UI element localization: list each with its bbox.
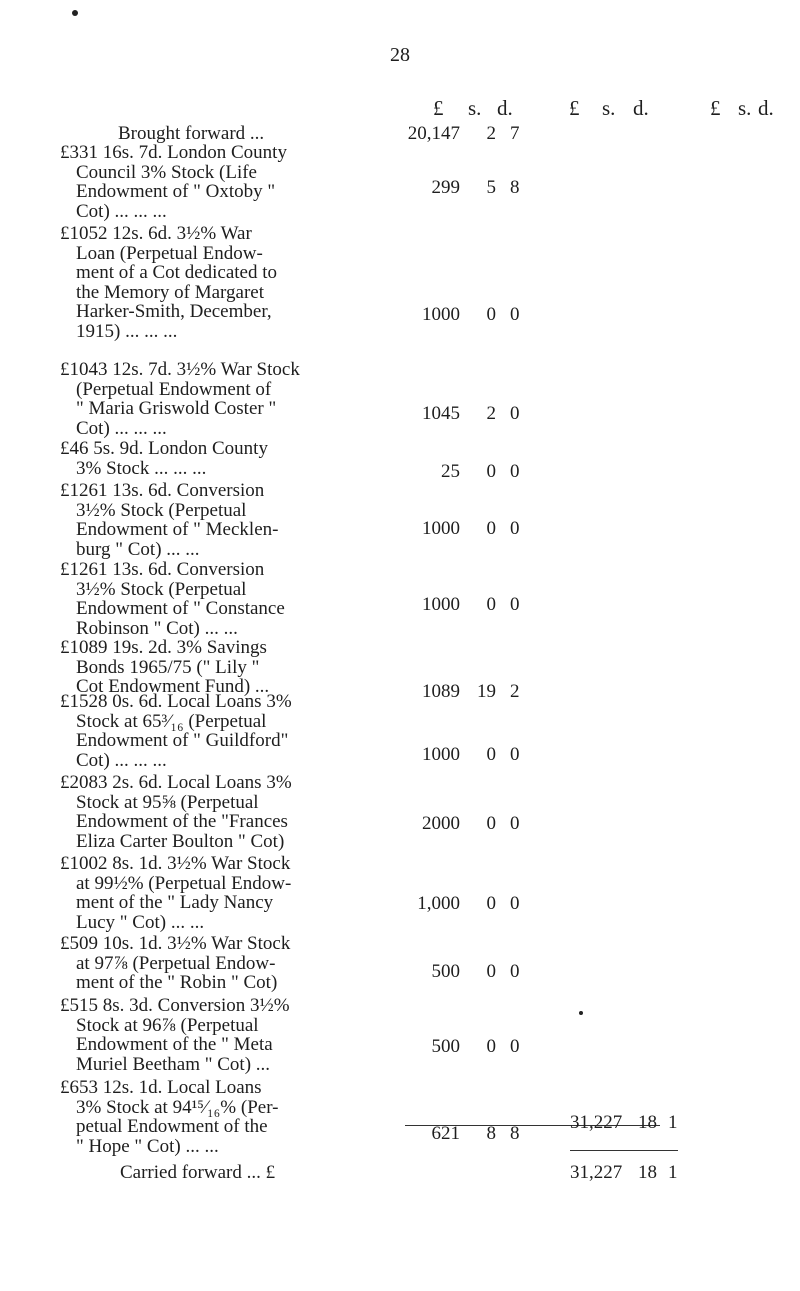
investment-entry	[60, 934, 380, 993]
investment-shillings: 2	[486, 403, 496, 424]
investment-description-line: Endowment of " Guildford"	[76, 730, 289, 751]
investment-description-line: £331 16s. 7d. London County	[60, 142, 287, 163]
investment-shillings: 0	[486, 813, 496, 834]
investment-pence: 0	[510, 518, 520, 539]
investment-pounds: 1,000	[417, 893, 460, 914]
investment-pounds: 1000	[422, 304, 460, 325]
investment-description-line: 3½% Stock (Perpetual	[76, 578, 247, 600]
investment-shillings: 0	[486, 518, 496, 539]
investment-description-line: £515 8s. 3d. Conversion 3½%	[60, 995, 290, 1016]
investment-entry	[60, 360, 380, 438]
investment-pence: 0	[510, 961, 520, 982]
col1-shillings-header: s.	[468, 96, 482, 120]
investment-description-line: £1052 12s. 6d. 3½% War	[60, 223, 252, 244]
subtotal-rule-left	[405, 1125, 540, 1126]
investment-shillings: 0	[486, 744, 496, 765]
investment-description-line: at 97⅞ (Perpetual Endow-	[76, 952, 276, 974]
investment-pounds: 25	[441, 461, 460, 482]
brought-forward-label: Brought forward ...	[118, 123, 265, 144]
investment-description-line: the Memory of Margaret	[76, 281, 265, 303]
total-rule	[570, 1150, 678, 1151]
page-number: 28	[390, 44, 410, 66]
investment-pounds: 621	[431, 1123, 460, 1144]
investment-pounds: 1045	[422, 403, 460, 424]
investment-description-line: Eliza Carter Boulton " Cot)	[76, 830, 285, 852]
col3-shillings-header: s.	[738, 96, 752, 120]
investment-description-line: Endowment of " Oxtoby "	[76, 181, 276, 202]
col2-pounds-header: £	[569, 96, 580, 120]
investment-description-line: Harker-Smith, December,	[76, 301, 272, 322]
investment-entry	[60, 854, 380, 932]
investment-description-line: Endowment of " Constance	[76, 598, 285, 619]
investment-description-line: 3½% Stock (Perpetual	[76, 499, 247, 521]
col1-pounds-header: £	[433, 96, 444, 120]
investment-pounds: 1000	[422, 518, 460, 539]
investment-description-line: £1261 13s. 6d. Conversion	[60, 559, 265, 580]
investment-description-line: Bonds 1965/75 (" Lily "	[76, 656, 260, 678]
investment-description-line: (Perpetual Endowment of	[76, 378, 272, 400]
investment-description-line: Muriel Beetham " Cot) ...	[76, 1053, 271, 1075]
investment-pence: 0	[510, 403, 520, 424]
investment-description-line: 3% Stock at 94¹⁵⁄₁₆% (Per-	[76, 1096, 279, 1118]
subtotal-pounds: 31,227	[570, 1112, 623, 1133]
investment-description-line: Cot) ... ... ...	[76, 749, 167, 771]
brought-forward-shillings: 2	[486, 123, 496, 144]
investment-description-line: Cot) ... ... ...	[76, 417, 167, 439]
investment-pence: 0	[510, 744, 520, 765]
col3-pence-header: d.	[758, 96, 774, 120]
investment-description-line: Robinson " Cot) ... ...	[76, 617, 238, 639]
scan-speck	[579, 1011, 583, 1015]
investment-description-line: Stock at 65³⁄₁₆ (Perpetual	[76, 710, 267, 732]
investment-pence: 8	[510, 177, 520, 198]
investment-description-line: Endowment of " Mecklen-	[76, 519, 279, 540]
investment-description-line: 3% Stock ... ... ...	[76, 457, 207, 479]
col2-pence-header: d.	[633, 96, 649, 120]
investment-pounds: 1000	[422, 594, 460, 615]
carried-forward-shillings: 18	[638, 1162, 657, 1183]
investment-shillings: 0	[486, 1036, 496, 1057]
investment-description-line: Loan (Perpetual Endow-	[76, 242, 263, 264]
investment-shillings: 8	[486, 1123, 496, 1144]
investment-description-line: £46 5s. 9d. London County	[60, 438, 268, 459]
investment-description-line: ment of a Cot dedicated to	[76, 262, 278, 283]
investment-entry	[60, 143, 380, 221]
subtotal-shillings: 18	[638, 1112, 657, 1133]
carried-forward-label: Carried forward ... £	[120, 1162, 276, 1183]
investment-description-line: ment of the " Lady Nancy	[76, 892, 274, 913]
investment-entry	[60, 481, 380, 559]
investment-description-line: Endowment of the " Meta	[76, 1034, 273, 1055]
investment-entry	[60, 996, 380, 1074]
investment-description-line: Stock at 95⅝ (Perpetual	[76, 791, 259, 813]
investment-pounds: 299	[431, 177, 460, 198]
investment-description-line: Cot Endowment Fund) ...	[76, 676, 270, 697]
investment-description-line: burg " Cot) ... ...	[76, 538, 200, 560]
investment-pounds: 500	[431, 1036, 460, 1057]
subtotal-pence: 1	[668, 1112, 678, 1133]
col2-shillings-header: s.	[602, 96, 616, 120]
investment-pence: 8	[510, 1123, 520, 1144]
investment-pence: 0	[510, 461, 520, 482]
investment-description-line: £1528 0s. 6d. Local Loans 3%	[60, 691, 292, 712]
investment-entry	[60, 1078, 380, 1156]
investment-shillings: 0	[486, 304, 496, 325]
scan-speck	[72, 10, 78, 16]
investment-pence: 0	[510, 594, 520, 615]
investment-entry	[60, 224, 380, 341]
investment-description-line: " Hope " Cot) ... ...	[76, 1135, 219, 1157]
investment-entry	[60, 773, 380, 851]
brought-forward-pence: 7	[510, 123, 520, 144]
investment-entry	[60, 638, 380, 697]
investment-description-line: Cot) ... ... ...	[76, 200, 167, 222]
investment-pence: 0	[510, 304, 520, 325]
investment-pounds: 2000	[422, 813, 460, 834]
investment-pence: 0	[510, 813, 520, 834]
investment-description-line: £1002 8s. 1d. 3½% War Stock	[60, 853, 291, 874]
investment-description-line: 1915) ... ... ...	[76, 320, 178, 342]
investment-entry	[60, 439, 380, 478]
col1-pence-header: d.	[497, 96, 513, 120]
investment-description-line: at 99½% (Perpetual Endow-	[76, 872, 292, 894]
investment-description-line: £509 10s. 1d. 3½% War Stock	[60, 933, 291, 954]
investment-shillings: 0	[486, 461, 496, 482]
investment-description-line: Stock at 96⅞ (Perpetual	[76, 1014, 259, 1036]
investment-pounds: 1089	[422, 681, 460, 702]
brought-forward-pounds: 20,147	[407, 123, 460, 144]
investment-entry	[60, 692, 380, 770]
investment-description-line: " Maria Griswold Coster "	[76, 398, 277, 419]
investment-pence: 0	[510, 1036, 520, 1057]
investment-description-line: £653 12s. 1d. Local Loans	[60, 1077, 262, 1098]
investment-description-line: £2083 2s. 6d. Local Loans 3%	[60, 772, 292, 793]
investment-description-line: Council 3% Stock (Life	[76, 161, 257, 183]
investment-shillings: 0	[486, 961, 496, 982]
investment-entry	[60, 560, 380, 638]
investment-pence: 0	[510, 893, 520, 914]
investment-pounds: 500	[431, 961, 460, 982]
investment-description-line: £1261 13s. 6d. Conversion	[60, 480, 265, 501]
investment-shillings: 19	[477, 681, 496, 702]
investment-shillings: 0	[486, 893, 496, 914]
col3-pounds-header: £	[710, 96, 721, 120]
carried-forward-pence: 1	[668, 1162, 678, 1183]
investment-shillings: 5	[486, 177, 496, 198]
investment-shillings: 0	[486, 594, 496, 615]
carried-forward-pounds: 31,227	[570, 1162, 623, 1183]
investment-description-line: ment of the " Robin " Cot)	[76, 972, 278, 993]
investment-pence: 2	[510, 681, 520, 702]
investment-description-line: £1043 12s. 7d. 3½% War Stock	[60, 359, 300, 380]
investment-description-line: petual Endowment of the	[76, 1116, 268, 1137]
investment-pounds: 1000	[422, 744, 460, 765]
investment-description-line: £1089 19s. 2d. 3% Savings	[60, 637, 267, 658]
investment-description-line: Lucy " Cot) ... ...	[76, 911, 205, 933]
investment-description-line: Endowment of the "Frances	[76, 811, 288, 832]
